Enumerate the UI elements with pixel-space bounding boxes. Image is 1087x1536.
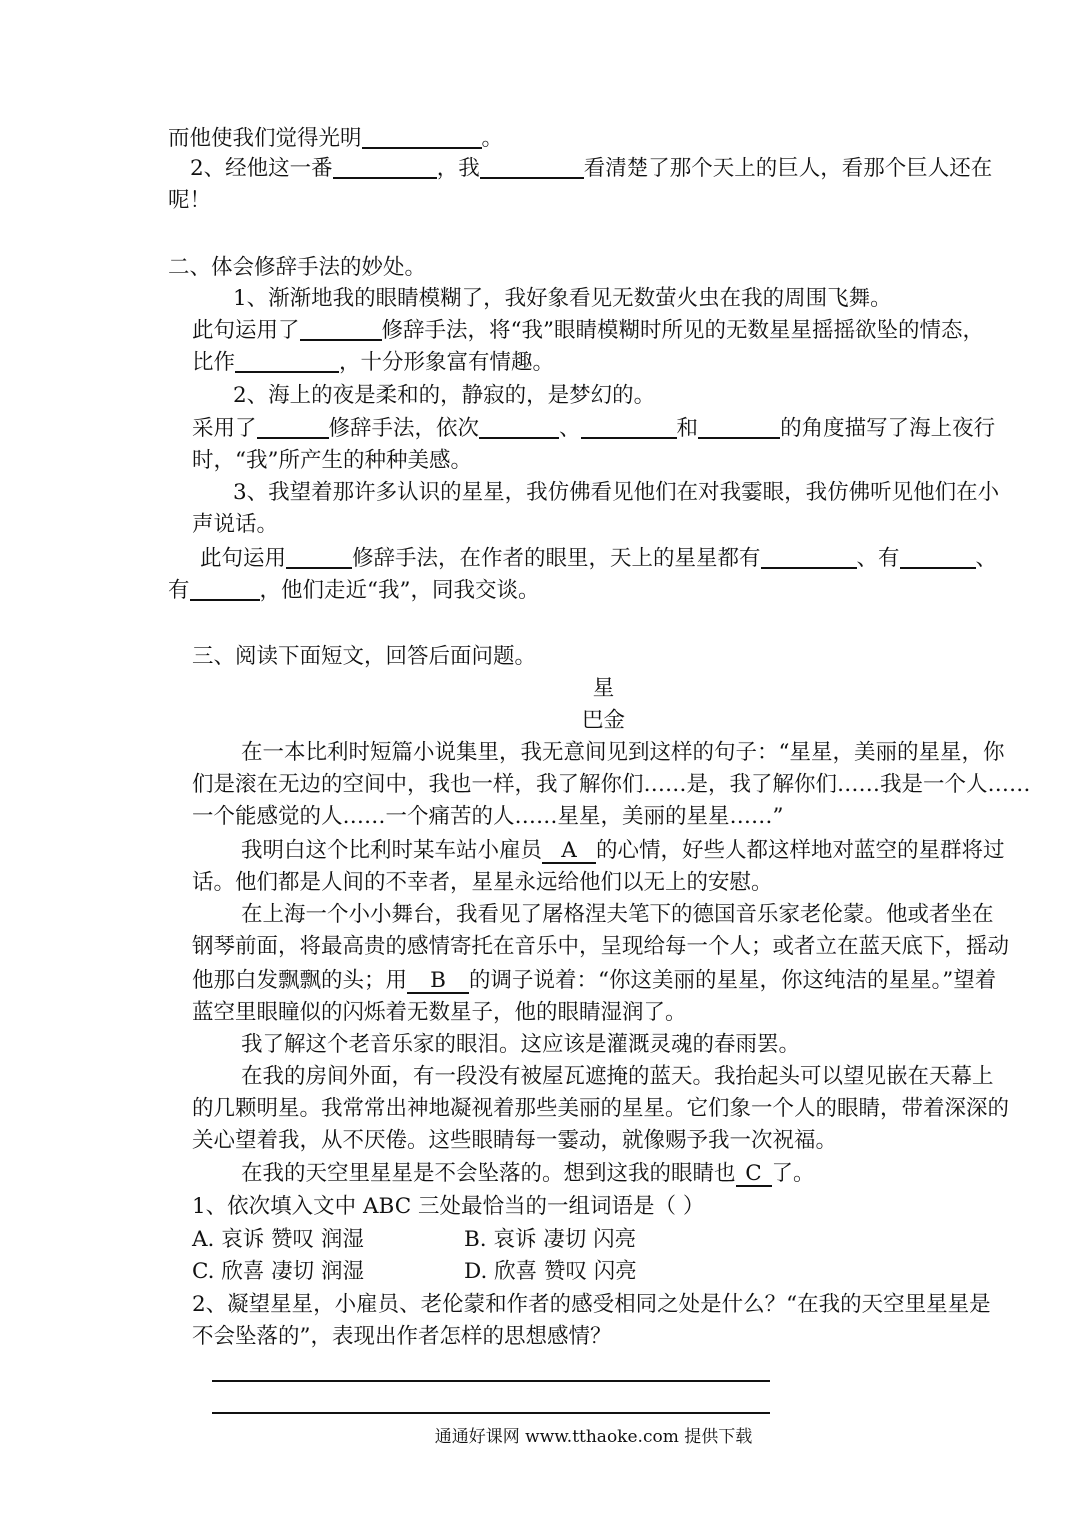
continuation-line xyxy=(168,124,503,154)
option-c[interactable]: C. 欣喜 凄切 润湿 xyxy=(192,1259,365,1284)
paragraph-line: 一个能感觉的人……一个痛苦的人……星星，美丽的星星……” xyxy=(192,804,784,829)
text: 的心情，好些人都这样地对蓝空的星群将过 xyxy=(596,838,1005,863)
answer-blank[interactable] xyxy=(581,417,677,439)
text: ，我 xyxy=(436,156,480,181)
answer-blank[interactable] xyxy=(761,547,857,569)
answer-blank[interactable] xyxy=(480,157,584,179)
answer-blank[interactable] xyxy=(479,417,559,439)
choice-row xyxy=(192,1225,636,1255)
text: 和 xyxy=(676,416,699,441)
passage-title: 星 xyxy=(592,676,615,701)
text: 修辞手法，将“我”眼睛模糊时所见的无数星星摇摇欲坠的情态， xyxy=(381,318,985,343)
s2-q3-line-2: 声说话。 xyxy=(192,512,279,537)
text: 比作 xyxy=(192,350,236,375)
answer-blank[interactable] xyxy=(300,319,382,341)
answer-slot-c: C xyxy=(736,1163,772,1187)
text: 、 xyxy=(559,416,581,441)
text: 的角度描写了海上夜行 xyxy=(780,416,996,441)
answer-blank[interactable] xyxy=(698,417,780,439)
section-3-heading: 三、阅读下面短文，回答后面问题。 xyxy=(192,644,537,669)
text: ，十分形象富有情趣。 xyxy=(339,350,555,375)
text: 有 xyxy=(168,578,190,603)
text: 修辞手法，依次 xyxy=(328,416,480,441)
text: 2、经他这一番 xyxy=(190,156,333,181)
answer-slot-a: A xyxy=(542,840,596,864)
text: 此句运用了 xyxy=(192,318,300,343)
s2-q2-fill-line xyxy=(192,414,995,444)
question-2-line xyxy=(190,154,992,184)
s3-question-2-line-2: 不会坠落的”，表现出作者怎样的思想感情？ xyxy=(192,1324,612,1349)
text: 、 xyxy=(975,546,998,571)
answer-line[interactable] xyxy=(212,1380,770,1382)
paragraph-line: 们是滚在无边的空间中，我也一样，我了解你们……是，我了解你们……我是一个人…… xyxy=(192,772,1031,797)
s2-q1: 1、渐渐地我的眼睛模糊了，我好象看见无数萤火虫在我的周围飞舞。 xyxy=(233,286,892,311)
text: 的调子说着：“你这美丽的星星，你这纯洁的星星。”望着 xyxy=(469,968,997,993)
s3-question-2-line-1: 2、凝望星星，小雇员、老伦蒙和作者的感受相同之处是什么？“在我的天空里星星是 xyxy=(192,1292,991,1317)
paragraph-line xyxy=(192,966,996,996)
s2-q2: 2、海上的夜是柔和的，静寂的，是梦幻的。 xyxy=(233,383,656,408)
s2-q1-fill-line xyxy=(192,316,984,346)
text: 在我的天空里星星是不会坠落的。想到这我的眼睛也 xyxy=(241,1161,736,1186)
text: 采用了 xyxy=(192,416,257,441)
answer-blank[interactable] xyxy=(333,157,437,179)
s2-q3-fill-line-2 xyxy=(168,576,540,606)
paragraph-line xyxy=(241,1159,815,1189)
paragraph-line: 关心望着我，从不厌倦。这些眼睛每一霎动，就像赐予我一次祝福。 xyxy=(192,1128,838,1153)
s2-q2-end: 时，“我”所产生的种种美感。 xyxy=(192,448,472,473)
text: ，他们走近“我”，同我交谈。 xyxy=(259,578,540,603)
option-d[interactable]: D. 欣喜 赞叹 闪亮 xyxy=(464,1259,637,1284)
paragraph-line: 的几颗明星。我常常出神地凝视着那些美丽的星星。它们象一个人的眼睛，带着深深的 xyxy=(192,1096,1010,1121)
option-b[interactable]: B. 哀诉 凄切 闪亮 xyxy=(464,1227,637,1252)
text: 看清楚了那个天上的巨人，看那个巨人还在 xyxy=(583,156,993,181)
text: 了。 xyxy=(771,1161,815,1186)
paragraph-line: 钢琴前面，将最高贵的感情寄托在音乐中，呈现给每一个人；或者立在蓝天底下，摇动 xyxy=(192,934,1010,959)
paragraph-line: 在我的房间外面，有一段没有被屋瓦遮掩的蓝天。我抬起头可以望见嵌在天幕上 xyxy=(241,1064,994,1089)
text: 、有 xyxy=(856,546,900,571)
s2-q3-fill-line xyxy=(200,544,997,574)
s3-question-1: 1、依次填入文中 ABC 三处最恰当的一组词语是（ ） xyxy=(192,1194,705,1219)
footer-credit: 通通好课网 www.tthaoke.com 提供下载 xyxy=(434,1427,753,1447)
answer-blank[interactable] xyxy=(286,547,352,569)
choice-row xyxy=(192,1257,637,1287)
paragraph-line: 在一本比利时短篇小说集里，我无意间见到这样的句子：“星星，美丽的星星，你 xyxy=(241,740,1005,765)
answer-line[interactable] xyxy=(212,1412,770,1414)
answer-blank[interactable] xyxy=(257,417,329,439)
question-2-end: 呢！ xyxy=(168,188,212,213)
passage-author: 巴金 xyxy=(581,708,625,733)
text: 。 xyxy=(481,126,504,151)
paragraph-line: 话。他们都是人间的不幸者，星星永远给他们以无上的安慰。 xyxy=(192,870,773,895)
paragraph-line xyxy=(241,836,1005,866)
text: 他那白发飘飘的头；用 xyxy=(192,968,408,993)
text: 修辞手法，在作者的眼里，天上的星星都有 xyxy=(352,546,761,571)
text: 而他使我们觉得光明 xyxy=(168,126,362,151)
answer-blank[interactable] xyxy=(190,579,260,601)
paragraph-line: 在上海一个小小舞台，我看见了屠格涅夫笔下的德国音乐家老伦蒙。他或者坐在 xyxy=(241,902,994,927)
paragraph-line: 我了解这个老音乐家的眼泪。这应该是灌溉灵魂的春雨罢。 xyxy=(241,1032,801,1057)
answer-slot-b: B xyxy=(407,970,469,994)
text: 我明白这个比利时某车站小雇员 xyxy=(241,838,543,863)
text: 此句运用 xyxy=(200,546,287,571)
paragraph-line: 蓝空里眼瞳似的闪烁着无数星子，他的眼睛湿润了。 xyxy=(192,1000,687,1025)
section-2-heading: 二、体会修辞手法的妙处。 xyxy=(168,255,427,280)
s2-q3-line-1: 3、我望着那许多认识的星星，我仿佛看见他们在对我霎眼，我仿佛听见他们在小 xyxy=(233,480,1000,505)
answer-blank[interactable] xyxy=(235,351,339,373)
answer-blank[interactable] xyxy=(362,127,482,149)
option-a[interactable]: A. 哀诉 赞叹 润湿 xyxy=(192,1227,364,1252)
answer-blank[interactable] xyxy=(900,547,976,569)
s2-q1-fill-line-2 xyxy=(192,348,554,378)
